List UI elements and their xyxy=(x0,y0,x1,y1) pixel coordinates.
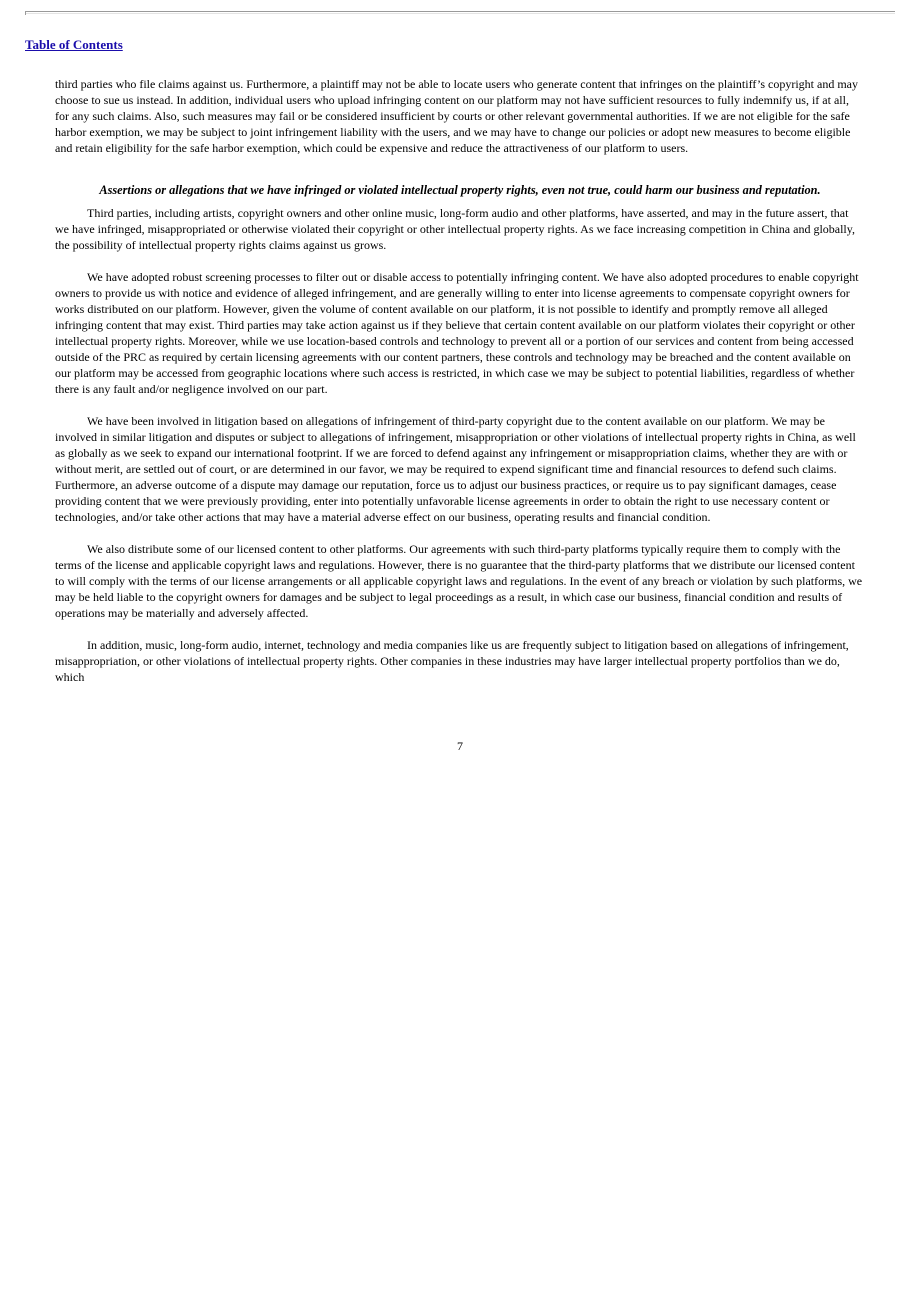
section-heading: Assertions or allegations that we have infringed or violated intellectual property rights, even not true, could harm our business and reputation. xyxy=(99,183,821,197)
page-number: 7 xyxy=(457,739,463,753)
paragraph-continued: third parties who file claims against us. Furthermore, a plaintiff may not be able to locate users who generate content that infringes on the plaintiff’s copyright and may choose to sue us instead. In addition, individual users who upload infringing content on our platform may not have sufficient resources to fully indemnify us, if at all, for any such claims. Also, such measures may fail or be considered insufficient by courts or other relevant governmental authorities. If we are not eligible for the safe harbor exemption, we may be subject to joint infringement liability with the users, and we may have to change our policies or adopt new measures to become eligible and retain eligibility for the safe harbor exemption, which could be expensive and reduce the attractiveness of our platform to users. xyxy=(55,77,858,155)
header-rule-tick xyxy=(25,11,26,15)
table-of-contents-link[interactable]: Table of Contents xyxy=(25,37,123,52)
paragraph: We have been involved in litigation based on allegations of infringement of third-party copyright due to the content available on our platform. We may be involved in similar litigation and disputes or subject to allegations of infringement, misappropriation or other violations of intellectual property rights in China, as well as globally as we seek to expand our international footprint. If we are forced to defend against any infringement or misappropriation claims, whether they are with or without merit, are settled out of court, or are determined in our favor, we may be required to expend significant time and financial resources to defend such claims. Furthermore, an adverse outcome of a dispute may damage our reputation, force us to adjust our business practices, or require us to pay significant damages, cease providing content that we were previously providing, enter into potentially unfavorable license agreements in order to obtain the right to use necessary content or technologies, and/or take other actions that may have a material adverse effect on our business, operating results and financial condition. xyxy=(55,414,856,524)
paragraph: Third parties, including artists, copyright owners and other online music, long-form audio and other platforms, have asserted, and may in the future assert, that we have infringed, misappropriated or otherwise violated their copyright or other intellectual property rights. As we face increasing competition in China and globally, the possibility of intellectual property rights claims against us grows. xyxy=(55,206,855,252)
paragraph: In addition, music, long-form audio, internet, technology and media companies like us are frequently subject to litigation based on allegations of infringement, misappropriation, or other violations of intellectual property rights. Other companies in these industries may have larger intellectual property portfolios than we do, which xyxy=(55,638,849,684)
header-rule-shadow xyxy=(25,13,895,14)
paragraph: We have adopted robust screening processes to filter out or disable access to potentially infringing content. We have also adopted procedures to enable copyright owners to provide us with notice and evidence of alleged infringement, and are generally willing to enter into license agreements to compensate copyright owners for works distributed on our platform. However, given the volume of content available on our platform, it is not possible to identify and promptly remove all alleged infringing content that may exist. Third parties may take action against us if they believe that certain content available on our platform violates their copyright or other intellectual property rights. Moreover, while we use location-based controls and technology to prevent all or a portion of our services and content from being accessed outside of the PRC as required by certain licensing agreements with our content partners, these controls and technology may be breached and the content available on our platform may be accessed from geographic locations where such access is restricted, in which case we may be subject to potential liabilities, regardless of whether there is any fault and/or negligence involved on our part. xyxy=(55,270,859,396)
paragraph: We also distribute some of our licensed content to other platforms. Our agreements with such third-party platforms typically require them to comply with the terms of the license and applicable copyright laws and regulations. However, there is no guarantee that the third-party platforms that we distribute our licensed content to will comply with the terms of our license arrangements or all applicable copyright laws and regulations. In the event of any breach or violation by such platforms, we may be held liable to the copyright owners for damages and be subject to legal proceedings as a result, in which case our business, financial condition and results of operations may be materially and adversely affected. xyxy=(55,542,863,620)
document-body xyxy=(55,76,865,701)
header-rule xyxy=(25,11,895,12)
